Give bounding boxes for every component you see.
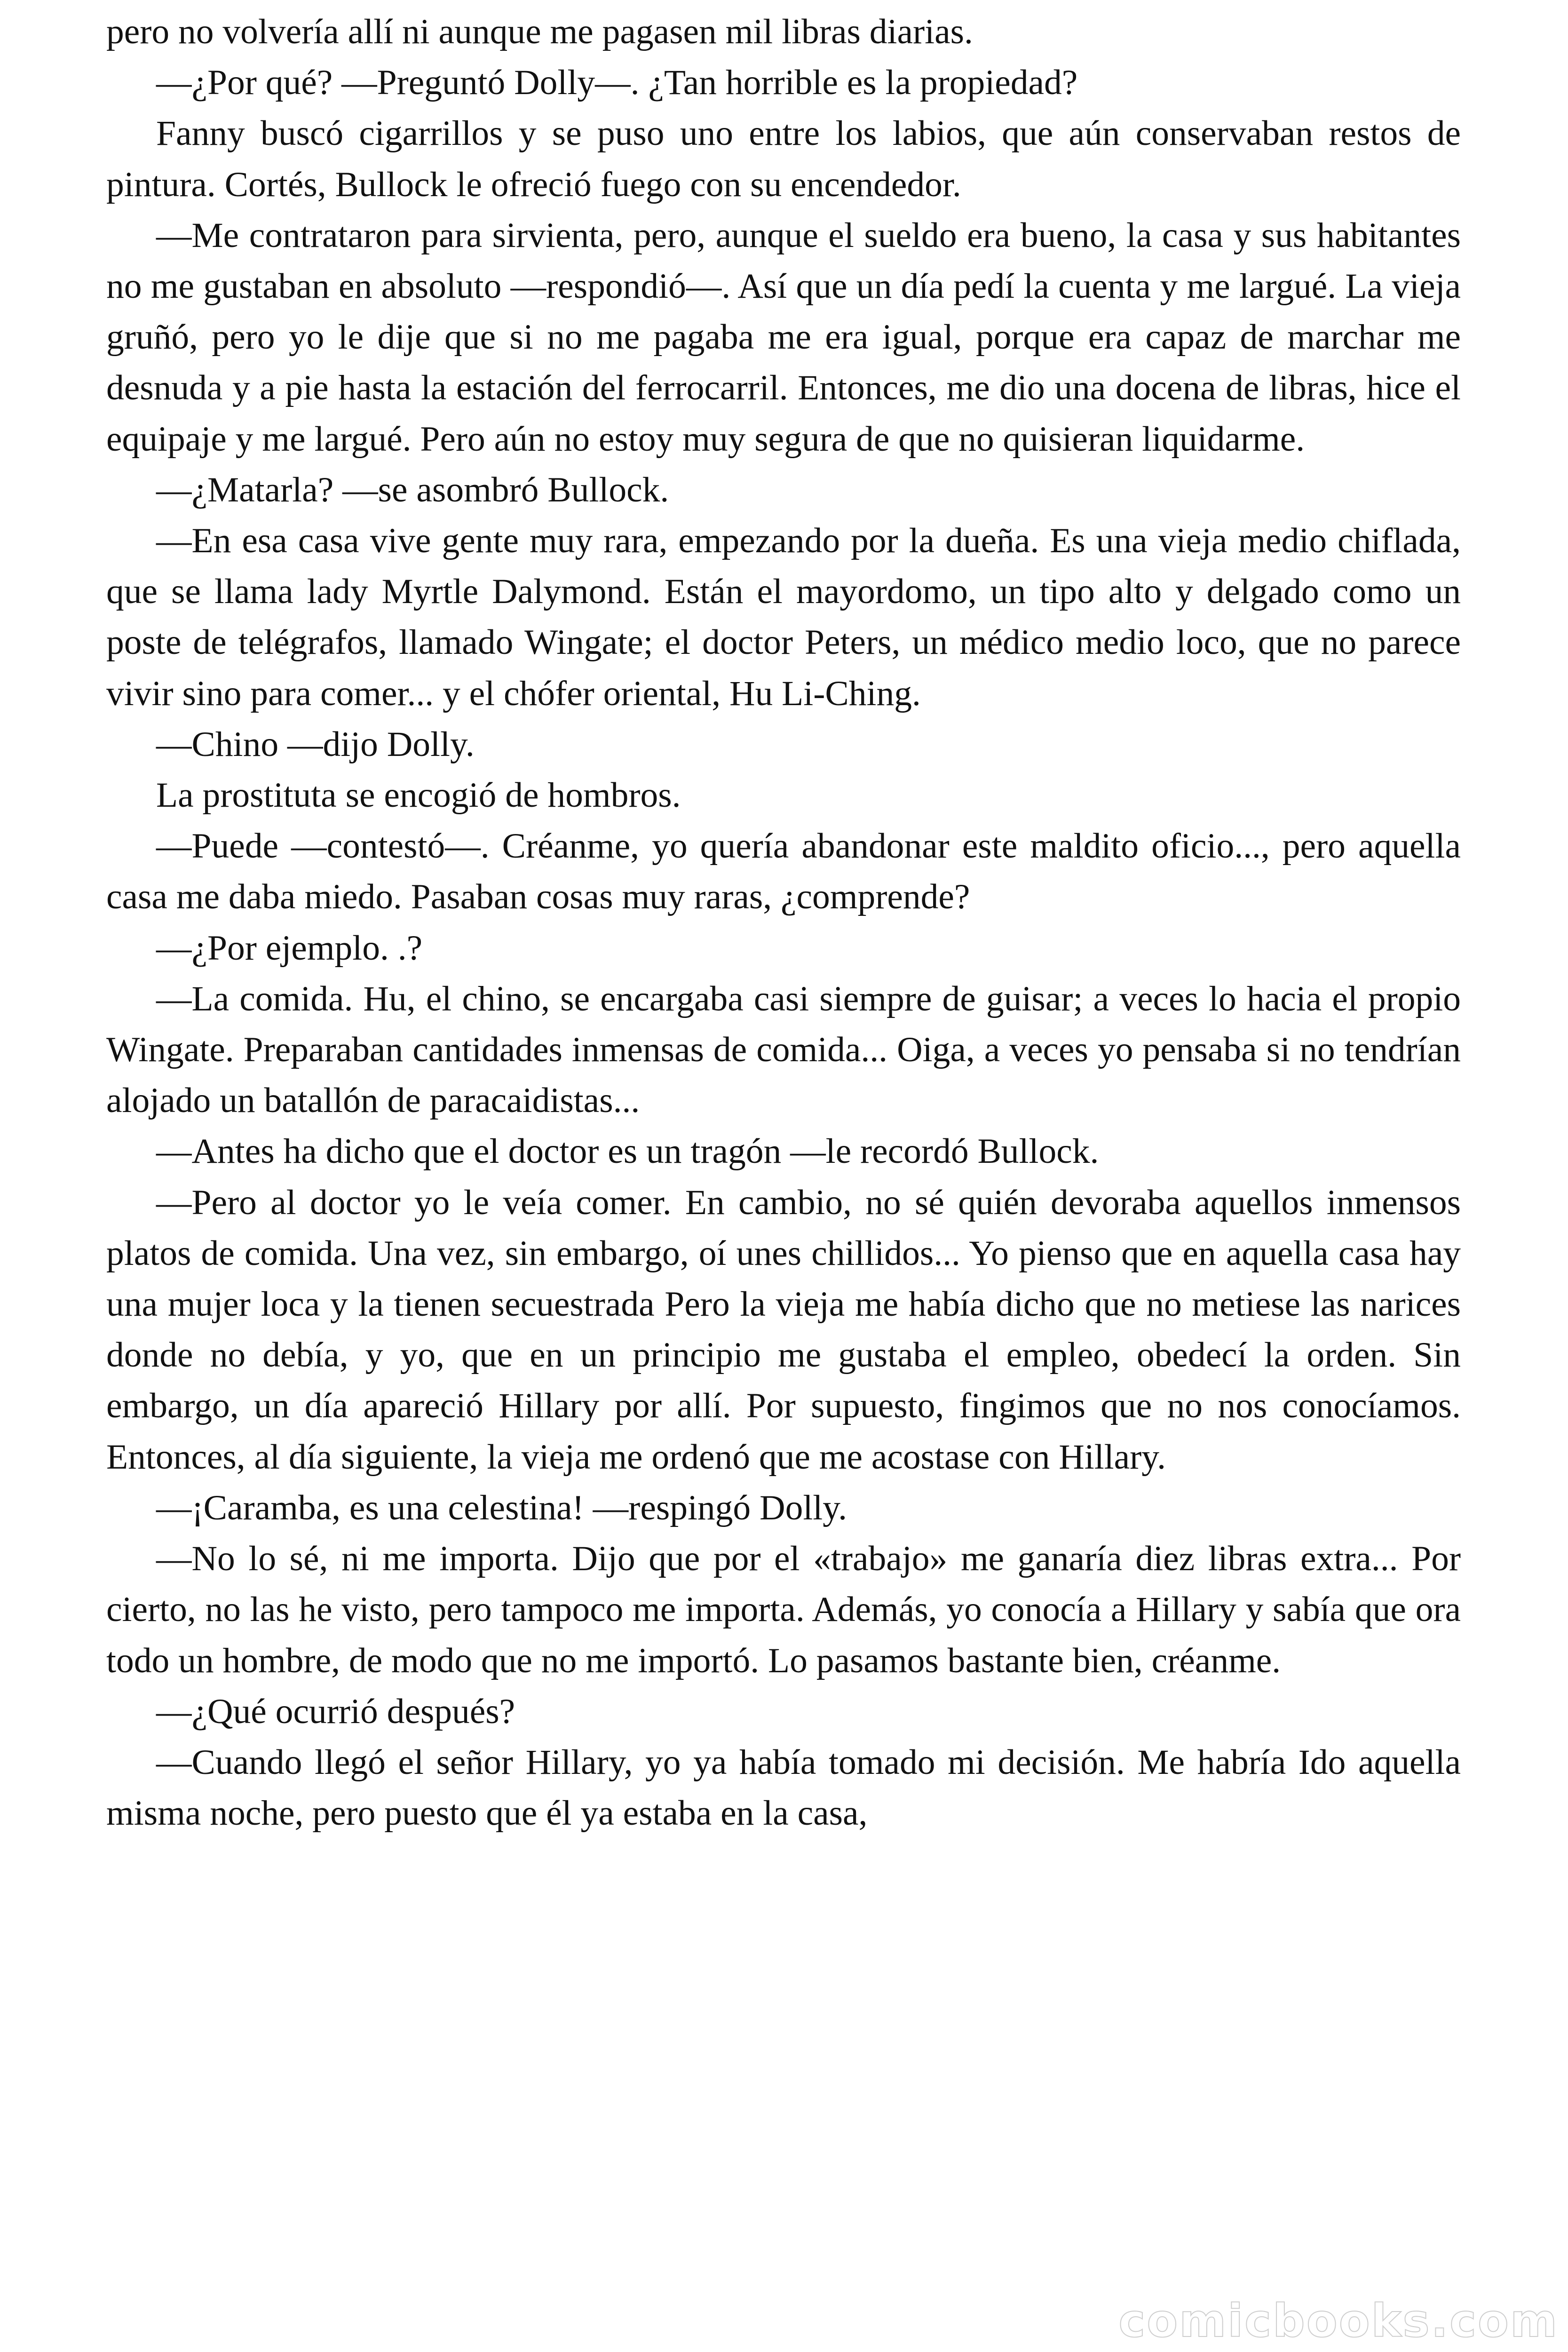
paragraph: —Cuando llegó el señor Hillary, yo ya había tomado mi decisión. Me habría Ido aquella misma noche, pero puesto que él ya estaba en la casa, [106, 1742, 1461, 1833]
paragraph: —Chino —dijo Dolly. [156, 724, 475, 764]
paragraph: La prostituta se encogió de hombros. [156, 776, 681, 815]
paragraph: pero no volvería allí ni aunque me pagasen mil libras diarias. [106, 12, 973, 51]
book-page [106, 7, 1461, 1839]
paragraph: —¿Qué ocurrió después? [156, 1692, 515, 1731]
paragraph: —¡Caramba, es una celestina! —respingó Dolly. [156, 1488, 847, 1527]
paragraph: —Puede —contestó—. Créanme, yo quería abandonar este maldito oficio..., pero aquella casa me daba miedo. Pasaban cosas muy raras, ¿comprende? [106, 826, 1461, 917]
paragraph: —¿Matarla? —se asombró Bullock. [156, 470, 669, 509]
paragraph: —Me contrataron para sirvienta, pero, aunque el sueldo era bueno, la casa y sus habitantes no me gustaban en absoluto —respondió—. Así que un día pedí la cuenta y me largué. La vieja gruñó, pero yo le dije que si no me pagaba me era igual, porque era capaz de marchar me desnuda y a pie hasta la estación del ferrocarril. Entonces, me dio una docena de libras, hice el equipaje y me largué. Pero aún no estoy muy segura de que no quisieran liquidarme. [106, 215, 1461, 459]
watermark: comicbooks.com [1118, 2295, 1559, 2347]
paragraph: —¿Por qué? —Preguntó Dolly—. ¿Tan horrible es la propiedad? [156, 63, 1078, 103]
paragraph: —En esa casa vive gente muy rara, empezando por la dueña. Es una vieja medio chiflada, que se llama lady Myrtle Dalymond. Están el mayordomo, un tipo alto y delgado como un poste de telégrafos, llamado Wingate; el doctor Peters, un médico medio loco, que no parece vivir sino para comer... y el chófer oriental, Hu Li-Ching. [106, 521, 1461, 713]
paragraph: —No lo sé, ni me importa. Dijo que por el «trabajo» me ganaría diez libras extra... Por cierto, no las he visto, pero tampoco me importa. Además, yo conocía a Hillary y sabía que ora todo un hombre, de modo que no me importó. Lo pasamos bastante bien, créanme. [106, 1539, 1461, 1680]
paragraph: —Pero al doctor yo le veía comer. En cambio, no sé quién devoraba aquellos inmensos platos de comida. Una vez, sin embargo, oí unes chillidos... Yo pienso que en aquella casa hay una mujer loca y la tienen secuestrada Pero la vieja me había dicho que no metiese las narices donde no debía, y yo, que en un principio me gustaba el empleo, obedecí la orden. Sin embargo, un día apareció Hillary por allí. Por supuesto, fingimos que no nos conocíamos. Entonces, al día siguiente, la vieja me ordenó que me acostase con Hillary. [106, 1183, 1461, 1477]
paragraph: Fanny buscó cigarrillos y se puso uno entre los labios, que aún conservaban restos de pintura. Cortés, Bullock le ofreció fuego con su encendedor. [106, 114, 1461, 204]
paragraph: —La comida. Hu, el chino, se encargaba casi siempre de guisar; a veces lo hacia el propio Wingate. Preparaban cantidades inmensas de comida... Oiga, a veces yo pensaba si no tendrían alojado un batallón de paracaidistas... [106, 979, 1461, 1120]
paragraph: —Antes ha dicho que el doctor es un tragón —le recordó Bullock. [156, 1132, 1099, 1171]
paragraph: —¿Por ejemplo. .? [156, 928, 423, 968]
